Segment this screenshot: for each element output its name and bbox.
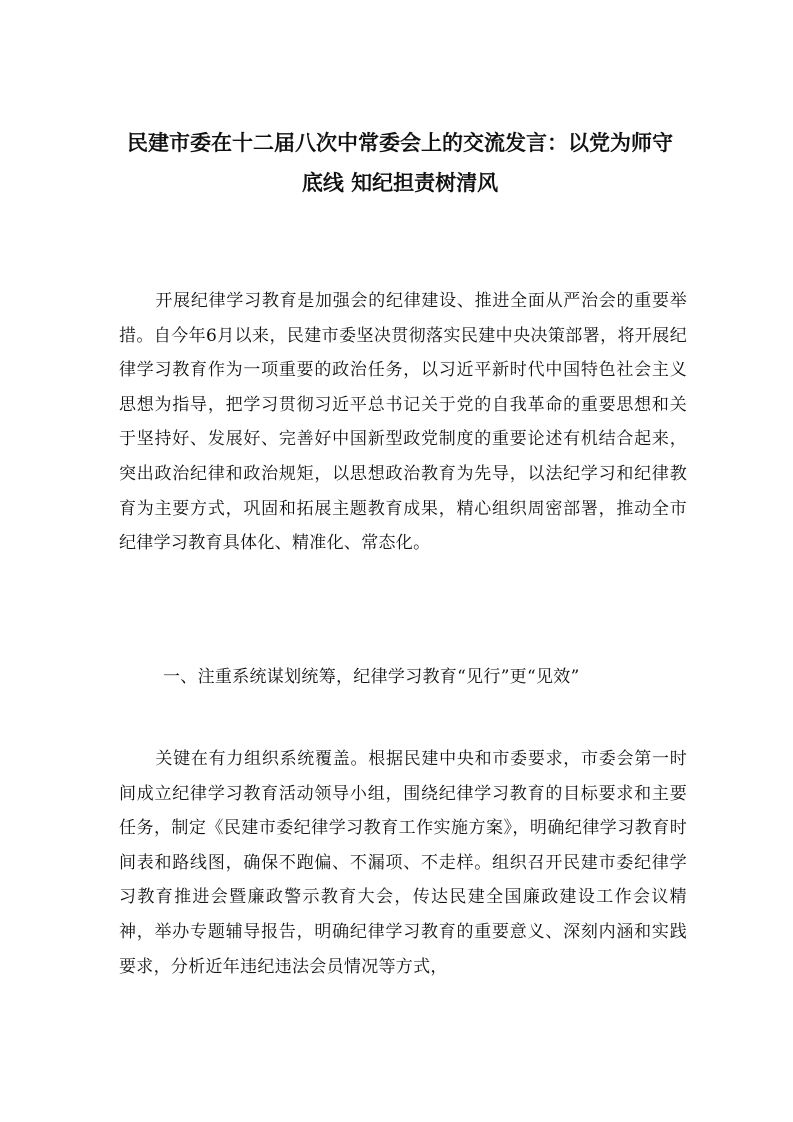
document-title-line2: 底线 知纪担责树清风 (301, 170, 499, 195)
body-paragraph-1-text: 开展纪律学习教育是加强会的纪律建设、推进全面从严治会的重要举措。自今年6月以来，民建市委坚决贯彻落实民建中央决策部署，将开展纪律学习教育作为一项重要的政治任务，以习近平新时代中国特色社会主义思想为指导，把学习贯彻习近平总书记关于党的自我革命的重要思想和关于坚持好、发展好、完善好中国新型政党制度的重要论述有机结合起来，突出政治纪律和政治规矩，以思想政治教育为先导，以法纪学习和纪律教育为主要方式，巩固和拓展主题教育成果，精心组织周密部署，推动全市纪律学习教育具体化、精准化、常态化。 (119, 291, 687, 554)
body-paragraph-2 (119, 742, 687, 984)
document-title-line1: 民建市委在十二届八次中常委会上的交流发言：以党为师守 (127, 130, 673, 155)
section-heading-1: 一、注重系统谋划统筹，纪律学习教育“见行”更“见效” (163, 667, 580, 687)
body-paragraph-2-text: 关键在有力组织系统覆盖。根据民建中央和市委要求，市委会第一时间成立纪律学习教育活动领导小组，围绕纪律学习教育的目标要求和主要任务，制定《民建市委纪律学习教育工作实施方案》，明确纪律学习教育时间表和路线图，确保不跑偏、不漏项、不走样。组织召开民建市委纪律学习教育推进会暨廉政警示教育大会，传达民建全国廉政建设工作会议精神，举办专题辅导报告，明确纪律学习教育的重要意义、深刻内涵和实践要求，分析近年违纪违法会员情况等方式， (119, 749, 687, 977)
body-paragraph-1 (119, 284, 687, 561)
